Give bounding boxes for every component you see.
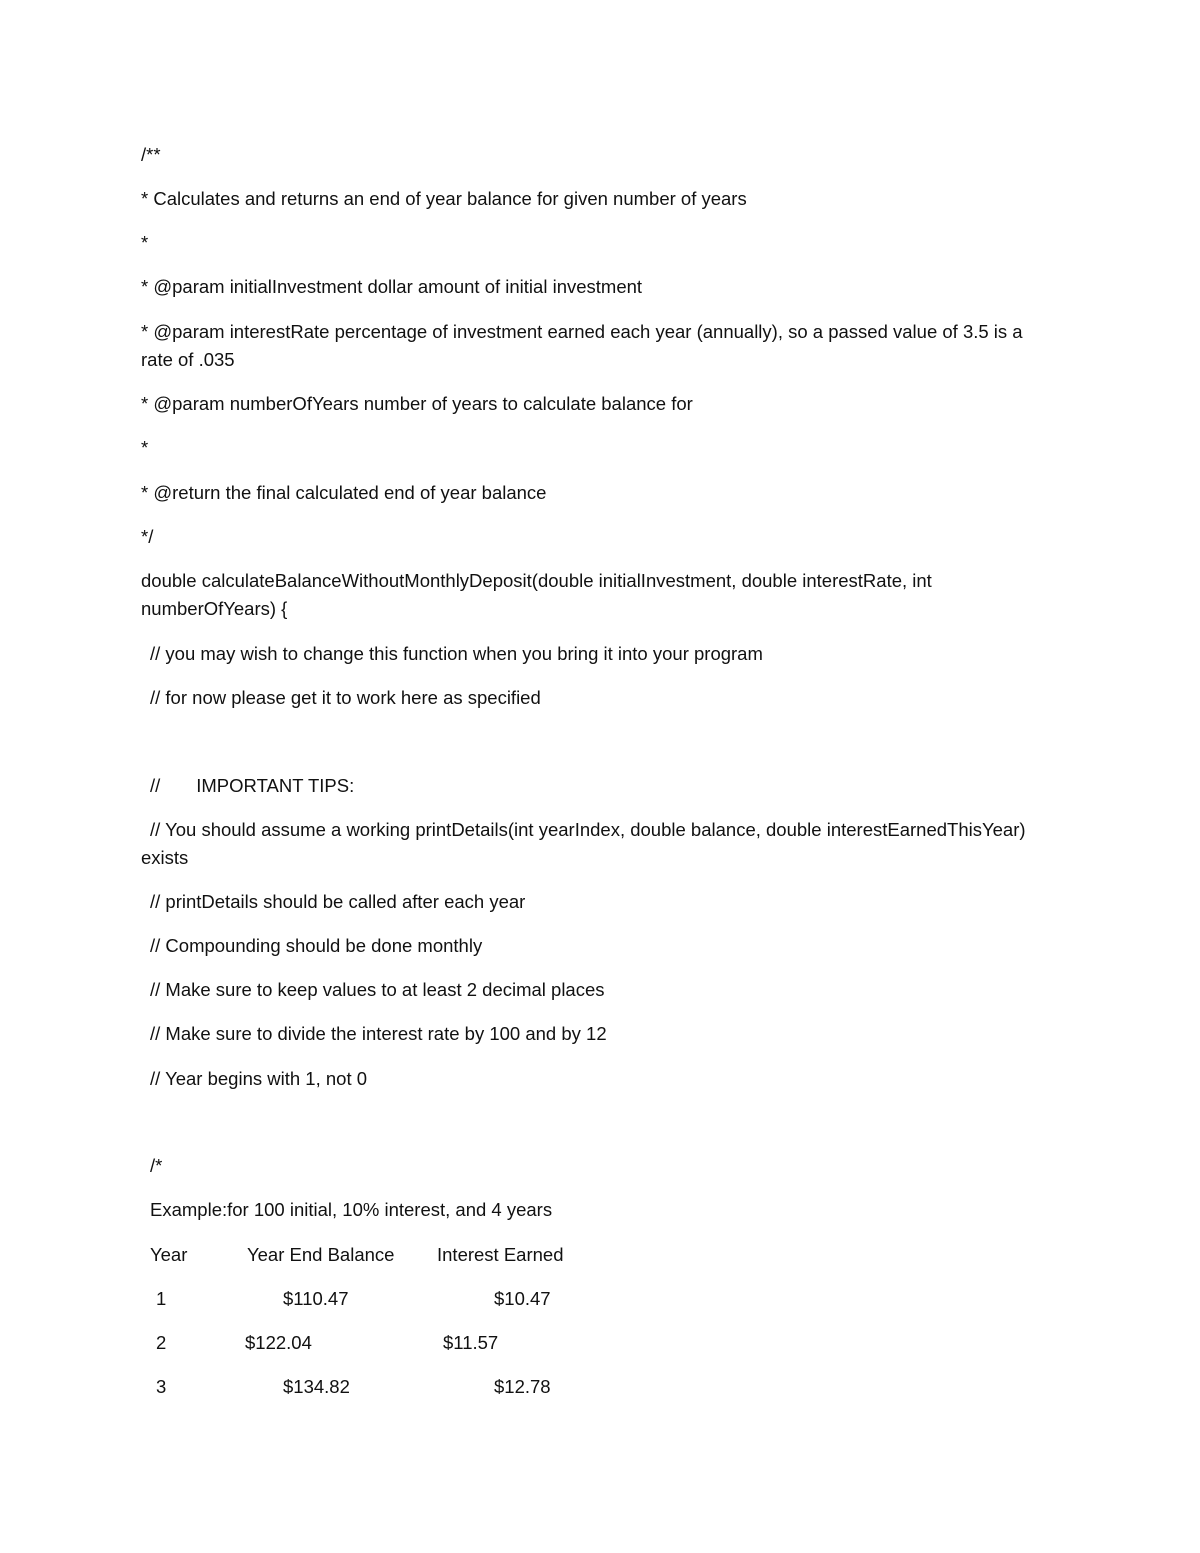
- tip-divide-rate: // Make sure to divide the interest rate by 100 and by 12: [150, 1023, 607, 1044]
- table-header-cell: Year End Balance: [247, 1244, 395, 1265]
- table-cell-interest: $12.78: [494, 1376, 551, 1397]
- table-header-cell: Year: [150, 1244, 188, 1265]
- param-initial-investment: * @param initialInvestment dollar amount of initial investment: [141, 276, 643, 297]
- doc-star-line: *: [141, 437, 149, 458]
- table-header-cell: Interest Earned: [437, 1244, 564, 1265]
- doc-star-line: *: [141, 232, 149, 253]
- table-cell-balance: $134.82: [283, 1376, 350, 1397]
- tip-call-after-year: // printDetails should be called after each year: [150, 891, 526, 912]
- table-cell-year: 2: [156, 1332, 167, 1353]
- tip-compounding: // Compounding should be done monthly: [150, 935, 483, 956]
- table-cell-interest: $10.47: [494, 1288, 551, 1309]
- param-number-of-years: * @param numberOfYears number of years to calculate balance for: [141, 393, 693, 414]
- table-cell-interest: $11.57: [443, 1332, 499, 1353]
- table-cell-balance: $110.47: [283, 1288, 349, 1309]
- code-comment: // for now please get it to work here as specified: [150, 687, 541, 708]
- tip-print-details: // You should assume a working printDetails(int yearIndex, double balance, double interestEarnedThisYear) exists: [141, 819, 1026, 868]
- important-tips-heading: // IMPORTANT TIPS:: [150, 775, 355, 796]
- example-comment-open: /*: [150, 1155, 163, 1176]
- tip-year-begins: // Year begins with 1, not 0: [150, 1068, 368, 1089]
- code-comment: // you may wish to change this function when you bring it into your program: [150, 643, 763, 664]
- param-interest-rate: * @param interestRate percentage of investment earned each year (annually), so a passed value of 3.5 is a rate of .035: [141, 321, 1023, 370]
- comment-close: */: [141, 526, 154, 547]
- function-signature: double calculateBalanceWithoutMonthlyDeposit(double initialInvestment, double interestRate, int numberOfYears) {: [141, 570, 932, 619]
- tip-decimal-places: // Make sure to keep values to at least 2 decimal places: [150, 979, 605, 1000]
- table-cell-balance: $122.04: [245, 1332, 312, 1353]
- comment-open: /**: [141, 144, 161, 165]
- table-cell-year: 3: [156, 1376, 167, 1397]
- doc-description: * Calculates and returns an end of year balance for given number of years: [141, 188, 747, 209]
- table-cell-year: 1: [156, 1288, 167, 1309]
- example-caption: Example:for 100 initial, 10% interest, and 4 years: [150, 1199, 553, 1220]
- doc-return: * @return the final calculated end of year balance: [141, 482, 547, 503]
